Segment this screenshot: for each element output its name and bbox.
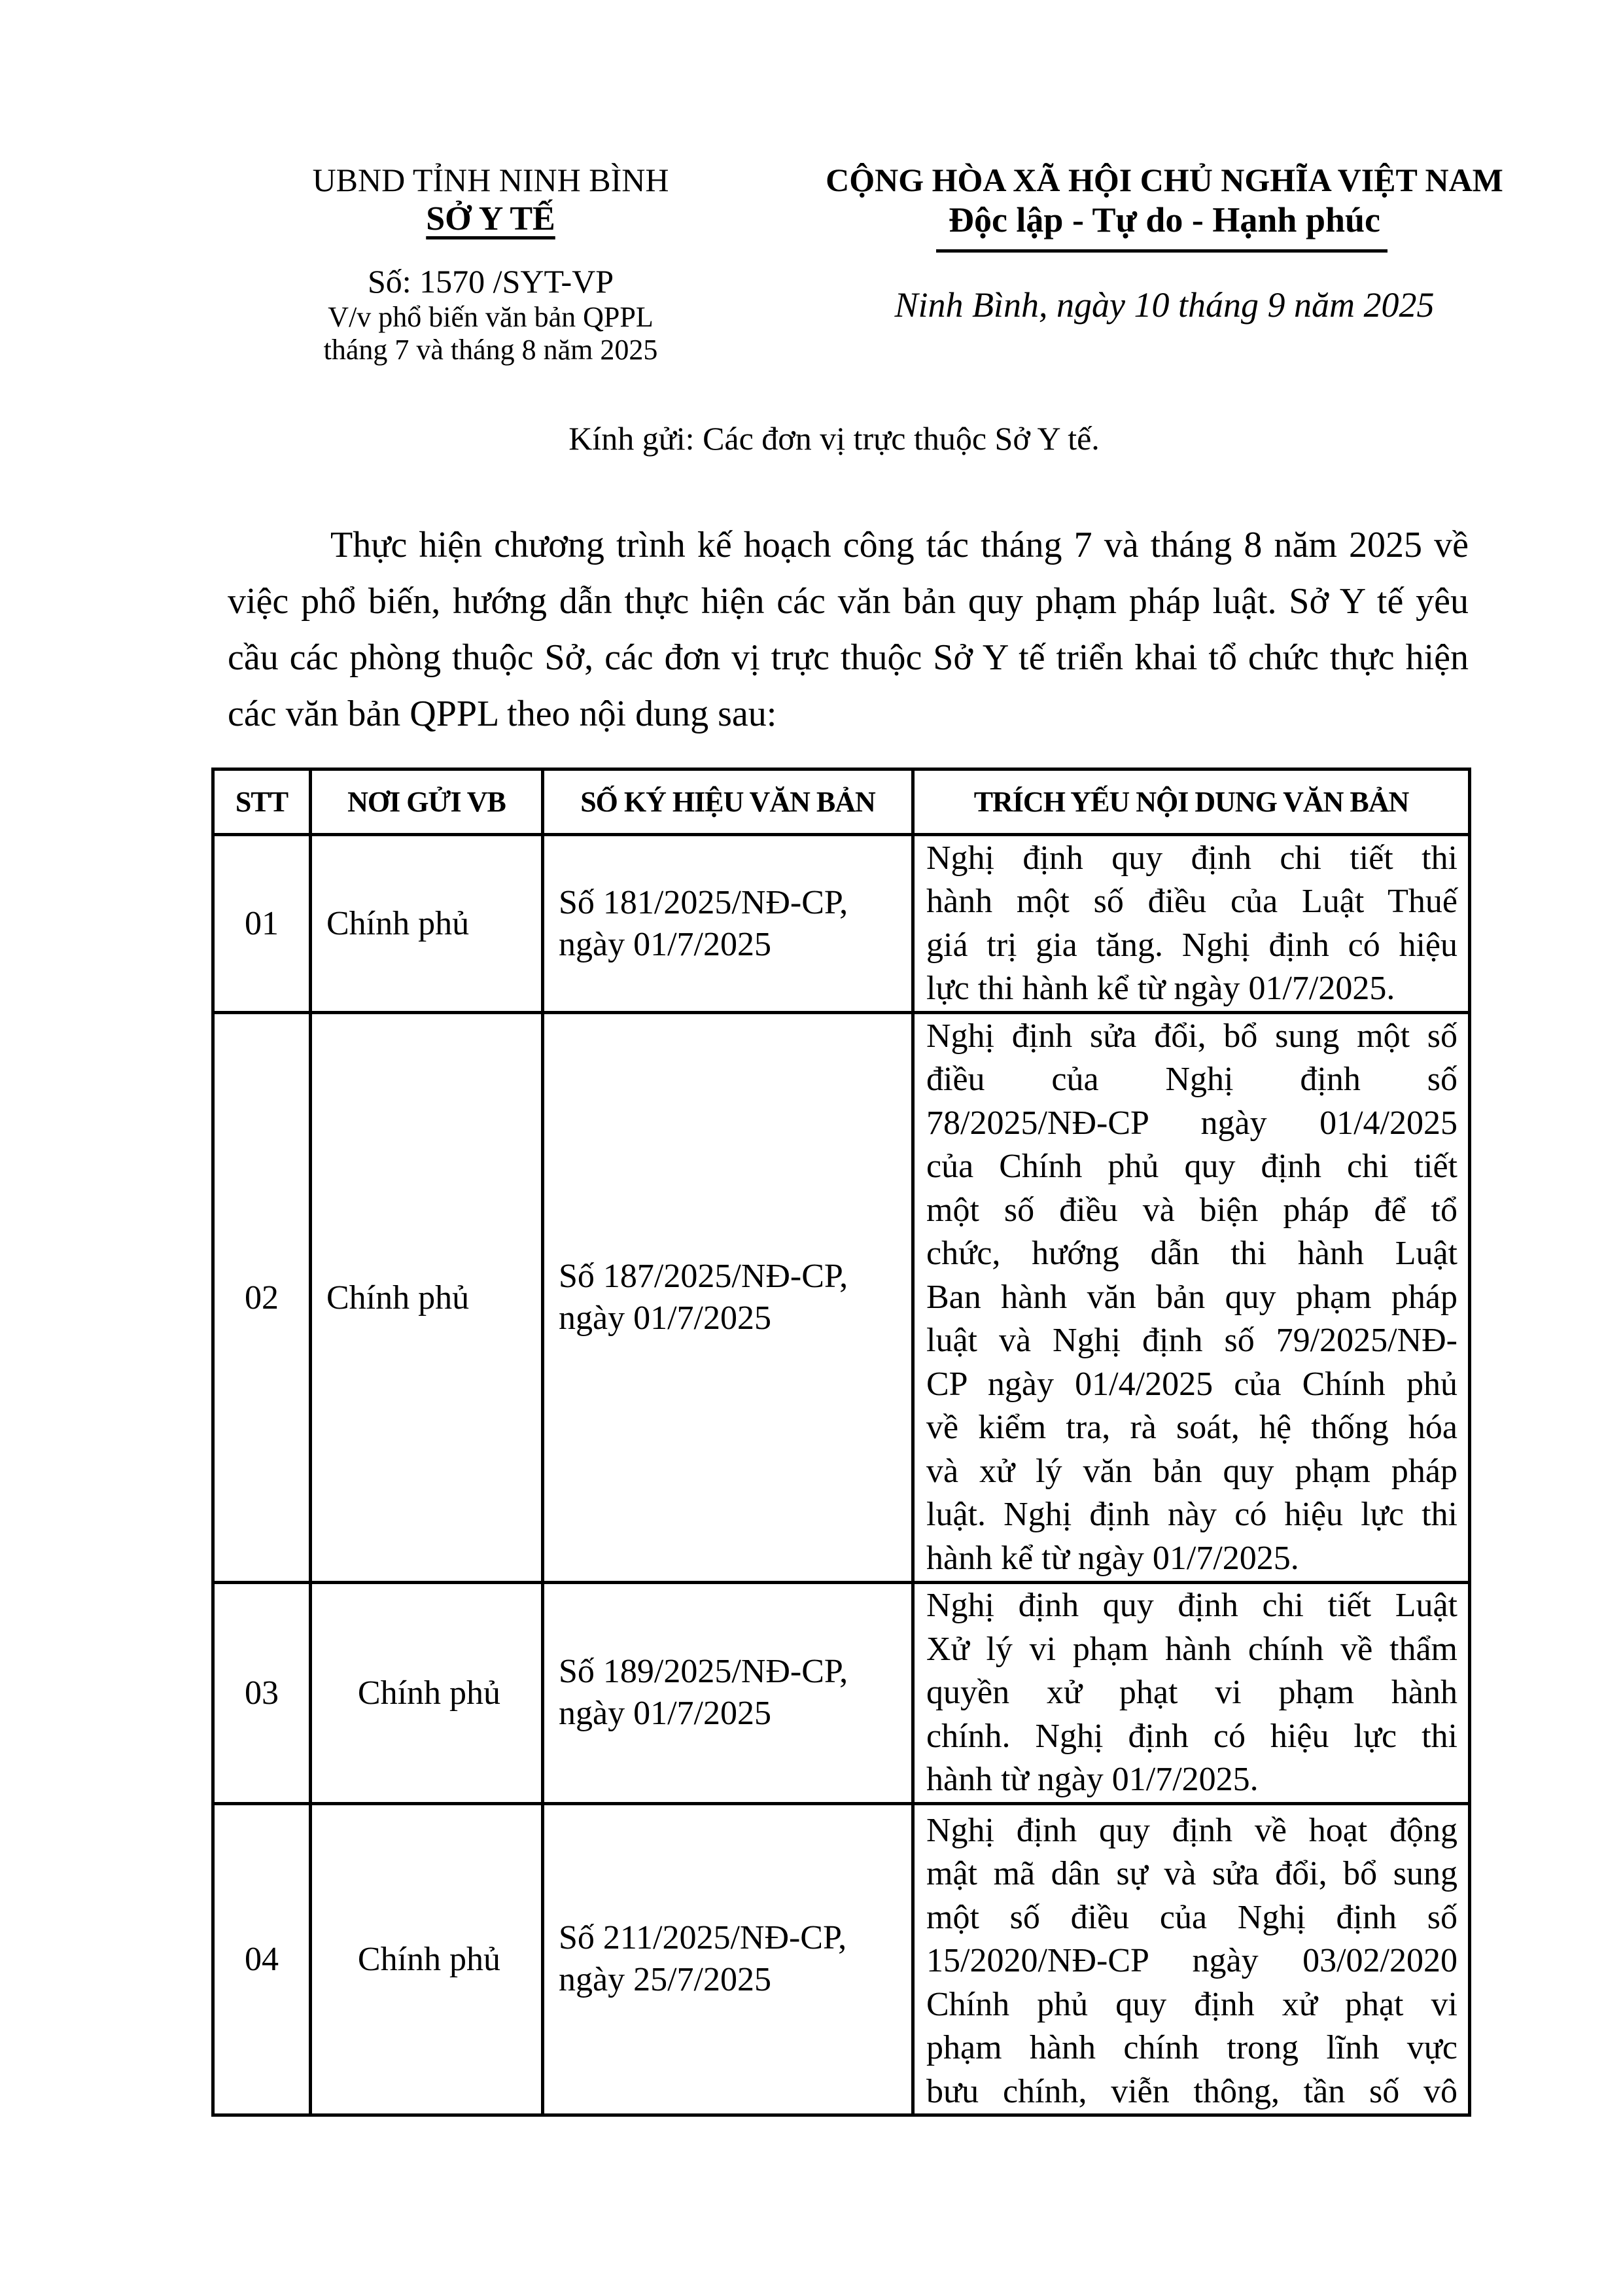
issuer-organization: UBND TỈNH NINH BÌNH [312,162,669,198]
summary-line: về kiểm tra, rà soát, hệ thống hóa [926,1409,1457,1447]
summary-line: Nghị định quy định về hoạt động [926,1811,1457,1849]
summary-line: 78/2025/NĐ-CP ngày 01/4/2025 [926,1104,1457,1142]
summary-line: hành một số điều của Luật Thuế [926,883,1457,920]
table-row [213,835,1470,1013]
summary-line: Nghị định sửa đổi, bổ sung một số [926,1017,1457,1055]
cell-reference [543,1583,913,1804]
issuer-department-text: SỞ Y TẾ [426,200,555,238]
summary-line: một số điều và biện pháp để tổ [926,1191,1457,1229]
summary-line: điều của Nghị định số [926,1061,1457,1099]
reference-number: Số 211/2025/NĐ-CP, [559,1919,847,1957]
cell-summary [913,1583,1470,1804]
cell-reference [543,835,913,1013]
national-motto: Độc lập - Tự do - Hạnh phúc [948,200,1381,239]
table-header-row [213,769,1470,835]
summary-line: của Chính phủ quy định chi tiết [926,1148,1457,1186]
national-header [792,160,1537,325]
issuer-block [262,160,720,366]
cell-stt: 04 [213,1803,311,2115]
reference-date: ngày 25/7/2025 [559,1961,771,1999]
reference-number: Số 187/2025/NĐ-CP, [559,1258,848,1295]
cell-summary [913,835,1470,1013]
header-stt: STT [213,769,311,835]
summary-line: chức, hướng dẫn thi hành Luật [926,1235,1457,1273]
document-number: Số: 1570 /SYT-VP [367,263,614,300]
cell-sender: Chính phủ [311,1013,543,1583]
summary-line: phạm hành chính trong lĩnh vực [926,2029,1457,2066]
cell-stt: 03 [213,1583,311,1804]
summary-line: 15/2020/NĐ-CP ngày 03/02/2020 [926,1942,1457,1979]
header-reference: SỐ KÝ HIỆU VĂN BẢN [543,769,913,835]
summary-line: quyền xử phạt vi phạm hành [926,1674,1457,1711]
summary-line: hành kể từ ngày 01/7/2025. [926,1539,1299,1577]
cell-sender: Chính phủ [311,1583,543,1804]
summary-line: Nghị định quy định chi tiết thi [926,839,1457,877]
legal-documents-table [211,768,1471,2117]
summary-line: luật. Nghị định này có hiệu lực thi [926,1496,1457,1534]
cell-sender: Chính phủ [311,1803,543,2115]
cell-summary [913,1803,1470,2115]
cell-reference [543,1803,913,2115]
summary-line: Xử lý vi phạm hành chính về thẩm [926,1630,1457,1668]
reference-date: ngày 01/7/2025 [559,1695,771,1733]
table-row [213,1803,1470,2115]
summary-line: và xử lý văn bản quy phạm pháp [926,1452,1457,1490]
summary-line: bưu chính, viễn thông, tần số vô [926,2072,1457,2110]
table-row [213,1583,1470,1804]
subject-line-1: V/v phổ biến văn bản QPPL [328,301,654,333]
cell-reference [543,1013,913,1583]
summary-line: lực thi hành kể từ ngày 01/7/2025. [926,970,1395,1007]
issuer-department [262,200,720,239]
national-title: CỘNG HÒA XÃ HỘI CHỦ NGHĨA VIỆT NAM [826,162,1503,198]
place-date: Ninh Bình, ngày 10 tháng 9 năm 2025 [894,285,1435,325]
summary-line: mật mã dân sự và sửa đổi, bổ sung [926,1855,1457,1892]
body-text [228,517,1469,742]
summary-line: CP ngày 01/4/2025 của Chính phủ [926,1365,1457,1403]
header-summary: TRÍCH YẾU NỘI DUNG VĂN BẢN [913,769,1470,835]
summary-line: luật và Nghị định số 79/2025/NĐ- [926,1322,1457,1360]
summary-line: Nghị định quy định chi tiết Luật [926,1587,1457,1624]
summary-line: Chính phủ quy định xử phạt vi [926,1985,1457,2023]
summary-line: một số điều của Nghị định số [926,1898,1457,1936]
summary-line: chính. Nghị định có hiệu lực thi [926,1717,1457,1755]
summary-line: giá trị gia tăng. Nghị định có hiệu [926,926,1457,964]
header-sender: NƠI GỬI VB [311,769,543,835]
cell-stt: 02 [213,1013,311,1583]
reference-number: Số 181/2025/NĐ-CP, [559,883,848,921]
body-paragraph: Thực hiện chương trình kế hoạch công tác tháng 7 và tháng 8 năm 2025 về việc phổ biến, hướng dẫn thực hiện các văn bản quy phạm pháp luật. Sở Y tế yêu cầu các phòng thuộc Sở, các đơn vị trực thuộc Sở Y tế triển khai tổ chức thực hiện các văn bản QPPL theo nội dung sau: [228,525,1469,734]
cell-summary [913,1013,1470,1583]
cell-sender: Chính phủ [311,835,543,1013]
motto-underline [936,249,1387,253]
reference-date: ngày 01/7/2025 [559,1299,771,1337]
cell-stt: 01 [213,835,311,1013]
summary-line: hành từ ngày 01/7/2025. [926,1761,1259,1798]
reference-number: Số 189/2025/NĐ-CP, [559,1653,848,1691]
subject-line-2: tháng 7 và tháng 8 năm 2025 [323,334,658,366]
summary-line: Ban hành văn bản quy phạm pháp [926,1278,1457,1316]
reference-date: ngày 01/7/2025 [559,925,771,963]
recipient-line: Kính gửi: Các đơn vị trực thuộc Sở Y tế. [568,420,1100,457]
table-row [213,1013,1470,1583]
